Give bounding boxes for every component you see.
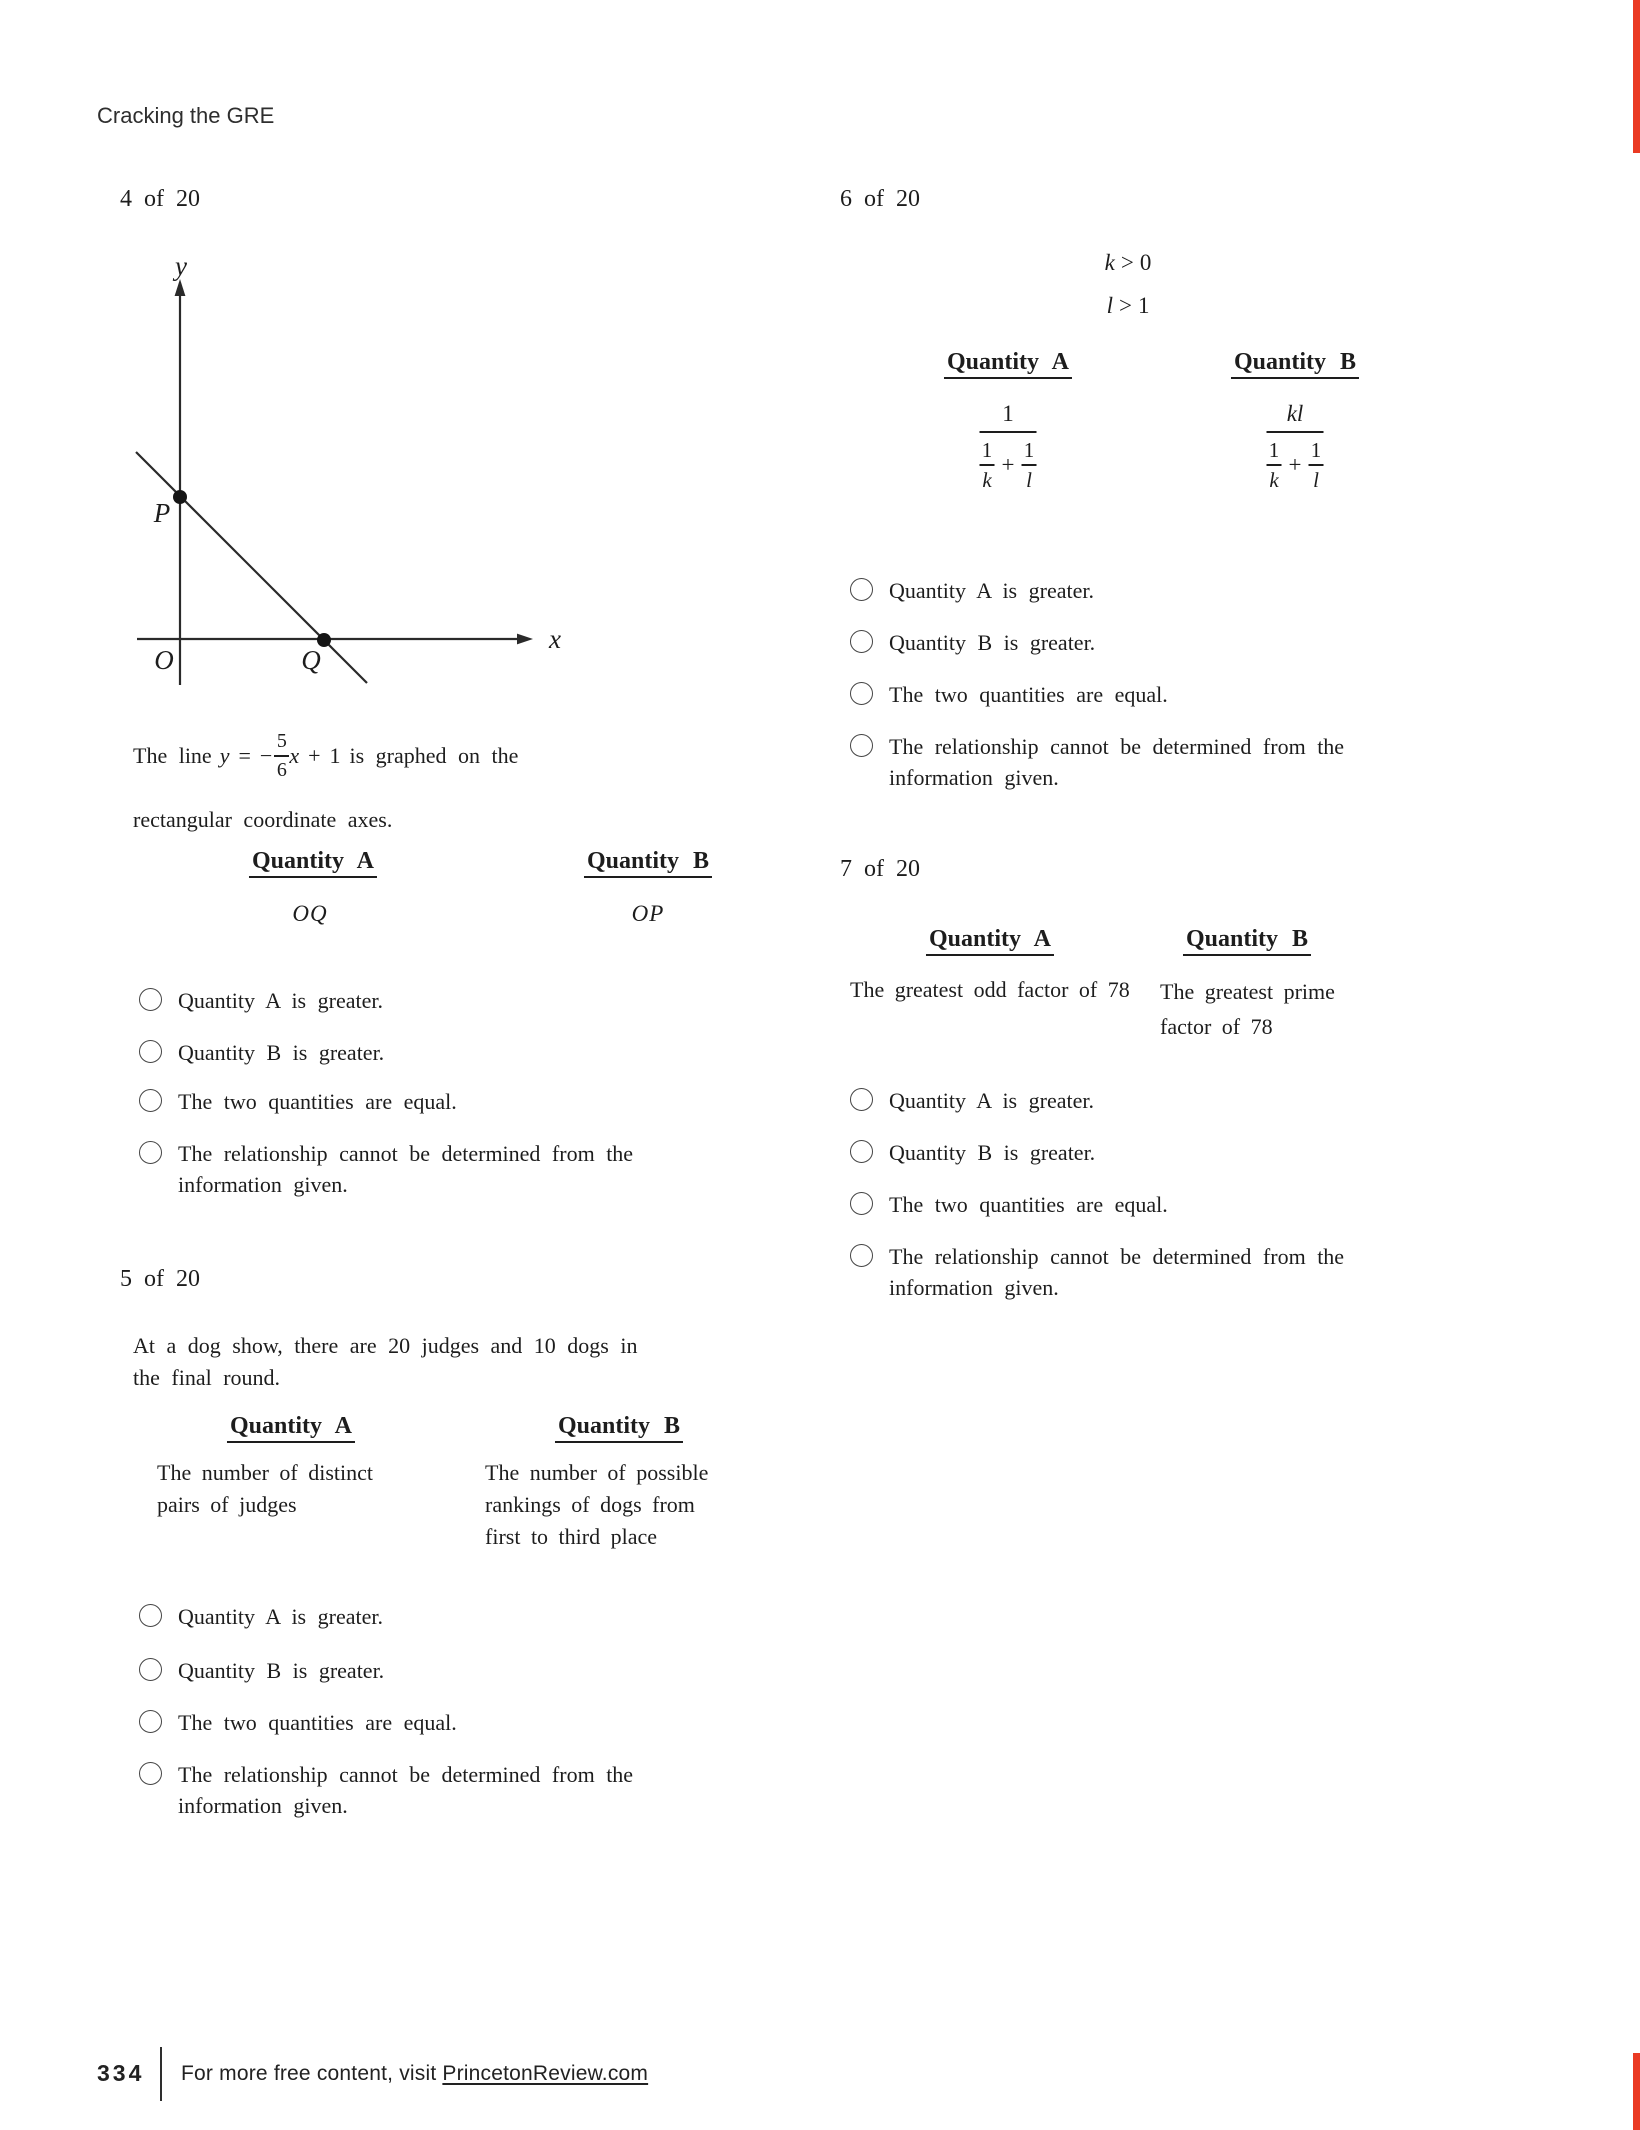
option-label: Quantity A is greater. [889, 578, 1094, 603]
radio-button[interactable] [850, 1244, 873, 1267]
y-axis-arrow [175, 279, 186, 296]
coordinate-graph [90, 180, 580, 700]
frac-1-over-l [1308, 439, 1323, 491]
option-label-line2: information given. [178, 1793, 348, 1818]
q5-stem-line1: At a dog show, there are 20 judges and 10 dogs in [133, 1333, 638, 1358]
q4-equals: = [238, 743, 251, 768]
point-q-label: Q [301, 645, 321, 675]
option-label-line2: information given. [889, 765, 1059, 790]
q6-cond1-rel: > [1120, 250, 1134, 275]
q7-qty-b-line2: factor of 78 [1160, 1014, 1273, 1039]
fraction-bar [1267, 464, 1282, 466]
q4-quantity-a-header: Quantity A [249, 848, 377, 878]
q6-condition-1 [838, 250, 1418, 276]
x-axis-arrow [517, 634, 533, 645]
q7-option-d [850, 1241, 1344, 1303]
page-edge-mark-top [1633, 0, 1640, 153]
q4-stem-line2: rectangular coordinate axes. [133, 807, 393, 832]
q5-quantity-a-header: Quantity A [227, 1413, 355, 1443]
fraction-bar [1021, 464, 1036, 466]
option-label: Quantity B is greater. [178, 1658, 385, 1683]
q5-qty-b-line2: rankings of dogs from [485, 1492, 695, 1517]
q5-option-b [139, 1655, 384, 1686]
question-6-number: 6 of 20 [840, 186, 920, 212]
option-label-line2: information given. [178, 1172, 348, 1197]
frac-1-over-k [1267, 439, 1282, 491]
q6-option-d [850, 731, 1344, 793]
radio-button[interactable] [850, 1088, 873, 1111]
q7-option-a [850, 1085, 1094, 1116]
y-axis-label: y [175, 251, 187, 281]
radio-button[interactable] [850, 734, 873, 757]
footer-text: For more free content, visit [181, 2062, 443, 2085]
q4-fraction [274, 731, 289, 781]
q5-option-d [139, 1759, 633, 1821]
den: l [1313, 468, 1319, 493]
radio-button[interactable] [139, 1710, 162, 1733]
fraction-bar [980, 464, 995, 466]
option-label: Quantity B is greater. [889, 630, 1096, 655]
q4-one: 1 [329, 743, 341, 768]
option-label-line1: The relationship cannot be determined from the [889, 1244, 1345, 1269]
q7-option-b [850, 1137, 1095, 1168]
option-label: Quantity B is greater. [178, 1040, 385, 1065]
q7-quantity-b-text [1160, 974, 1335, 1044]
q4-quantity-b-value: OP [631, 901, 665, 926]
q4-quantity-b-header: Quantity B [584, 848, 712, 878]
q7-quantity-a-text: The greatest odd factor of 78 [850, 977, 1130, 1002]
footer-link[interactable]: PrincetonReview.com [442, 2062, 649, 2085]
page-edge-mark-bottom [1633, 2053, 1640, 2130]
x-axis-label: x [549, 624, 561, 654]
den: k [982, 468, 992, 493]
q4-quantity-a-value: OQ [292, 901, 328, 926]
q5-qty-b-line3: first to third place [485, 1524, 658, 1549]
q6-quantity-b-header: Quantity B [1231, 349, 1359, 379]
q6-a-denominator [980, 439, 1037, 491]
option-label: Quantity A is greater. [889, 1088, 1094, 1113]
radio-button[interactable] [850, 682, 873, 705]
q4-fraction-denominator: 6 [276, 759, 287, 781]
option-label: Quantity A is greater. [178, 1604, 383, 1629]
option-label [178, 1138, 633, 1200]
q5-stem [133, 1330, 638, 1394]
option-label: The two quantities are equal. [889, 682, 1168, 707]
q6-b-numerator: kl [1286, 401, 1304, 426]
question-7-number: 7 of 20 [840, 856, 920, 882]
q4-var-x: x [289, 743, 300, 768]
fraction-bar [1267, 431, 1324, 433]
q5-option-c [139, 1707, 457, 1738]
q6-option-a [850, 575, 1094, 606]
q5-stem-line2: the final round. [133, 1365, 281, 1390]
point-p-label: P [153, 498, 171, 528]
q6-cond1-var: k [1104, 250, 1115, 275]
radio-button[interactable] [850, 630, 873, 653]
fraction-bar [1308, 464, 1323, 466]
plus-sign: + [1001, 452, 1015, 478]
den: l [1026, 468, 1032, 493]
q4-option-c [139, 1086, 457, 1117]
q5-option-a [139, 1601, 383, 1632]
option-label: Quantity B is greater. [889, 1140, 1096, 1165]
page-number: 334 [97, 2060, 145, 2086]
option-label [889, 731, 1344, 793]
option-label-line2: information given. [889, 1275, 1059, 1300]
q4-plus: + [308, 743, 321, 768]
q5-qty-a-line1: The number of distinct [157, 1460, 374, 1485]
radio-button[interactable] [139, 1089, 162, 1112]
option-label: The two quantities are equal. [178, 1710, 457, 1735]
num: 1 [1268, 438, 1280, 463]
option-label-line1: The relationship cannot be determined from the [178, 1762, 634, 1787]
q4-var-y: y [219, 743, 230, 768]
q7-option-c [850, 1189, 1168, 1220]
option-label-line1: The relationship cannot be determined from the [178, 1141, 634, 1166]
question-4-number: 4 of 20 [120, 186, 200, 212]
option-label: The two quantities are equal. [889, 1192, 1168, 1217]
num: 1 [981, 438, 993, 463]
radio-button[interactable] [139, 1658, 162, 1681]
point-p-dot [173, 490, 187, 504]
radio-button[interactable] [850, 1140, 873, 1163]
q5-qty-a-line2: pairs of judges [157, 1492, 297, 1517]
num: 1 [1310, 438, 1322, 463]
origin-label: O [154, 645, 174, 675]
radio-button[interactable] [139, 988, 162, 1011]
option-label: Quantity A is greater. [178, 988, 383, 1013]
frac-1-over-k [980, 439, 995, 491]
q6-option-b [850, 627, 1095, 658]
q4-option-b [139, 1037, 384, 1068]
q7-qty-b-line1: The greatest prime [1160, 979, 1335, 1004]
q6-quantity-a-fraction [980, 402, 1037, 491]
q6-cond2-val: 1 [1137, 293, 1150, 318]
q6-b-denominator [1267, 439, 1324, 491]
running-head: Cracking the GRE [97, 103, 275, 128]
q4-stem-line1 [133, 718, 518, 794]
q4-minus: − [259, 743, 273, 768]
footer [181, 2062, 648, 2086]
option-label [178, 1759, 633, 1821]
radio-button[interactable] [850, 578, 873, 601]
den: k [1269, 468, 1279, 493]
num: 1 [1023, 438, 1035, 463]
q6-cond1-val: 0 [1139, 250, 1152, 275]
q7-quantity-a-header: Quantity A [926, 926, 1054, 956]
q6-condition-2 [838, 293, 1418, 319]
q4-option-d [139, 1138, 633, 1200]
option-label: The two quantities are equal. [178, 1089, 457, 1114]
q4-stem-pre: The line [133, 743, 212, 768]
radio-button[interactable] [139, 1141, 162, 1164]
q6-cond2-var: l [1106, 293, 1113, 318]
radio-button[interactable] [850, 1192, 873, 1215]
q6-option-c [850, 679, 1168, 710]
q5-qty-b-line1: The number of possible [485, 1460, 709, 1485]
q6-cond2-rel: > [1118, 293, 1132, 318]
q4-stem-post: is graphed on the [349, 743, 519, 768]
question-5-number: 5 of 20 [120, 1266, 200, 1292]
footer-divider [160, 2047, 162, 2101]
radio-button[interactable] [139, 1762, 162, 1785]
q4-option-a [139, 985, 383, 1016]
radio-button[interactable] [139, 1040, 162, 1063]
radio-button[interactable] [139, 1604, 162, 1627]
q5-quantity-b-text [485, 1457, 708, 1553]
q6-quantity-a-header: Quantity A [944, 349, 1072, 379]
q4-fraction-numerator: 5 [276, 730, 287, 752]
q7-quantity-b-header: Quantity B [1183, 926, 1311, 956]
frac-1-over-l [1021, 439, 1036, 491]
option-label [889, 1241, 1344, 1303]
q6-quantity-b-fraction [1267, 402, 1324, 491]
plus-sign: + [1288, 452, 1302, 478]
fraction-bar [980, 431, 1037, 433]
option-label-line1: The relationship cannot be determined from the [889, 734, 1345, 759]
q4-fraction-bar [274, 755, 289, 757]
q5-quantity-a-text [157, 1457, 373, 1521]
q5-quantity-b-header: Quantity B [555, 1413, 683, 1443]
q6-a-numerator: 1 [1002, 401, 1014, 426]
